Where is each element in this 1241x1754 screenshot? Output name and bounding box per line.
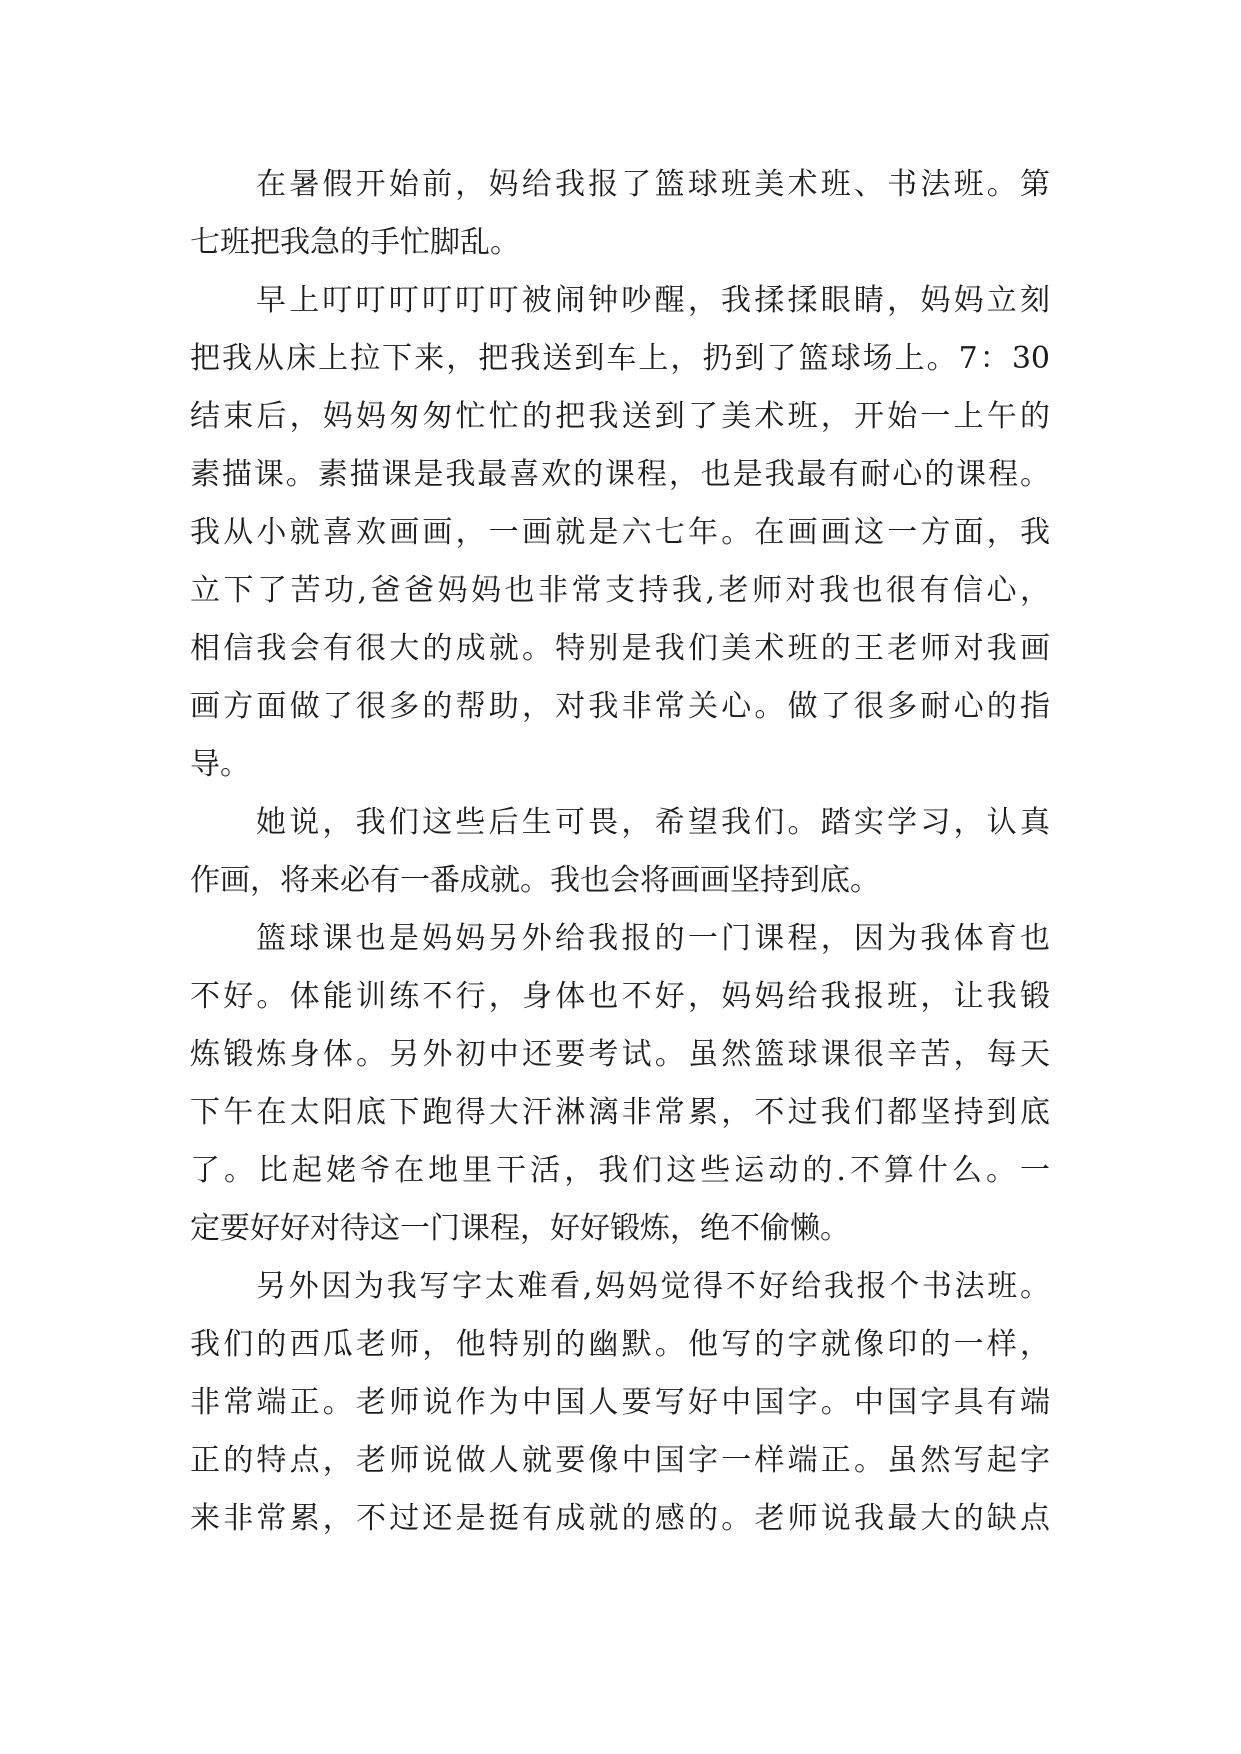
text-line: 炼锻炼身体。另外初中还要考试。虽然篮球课很辛苦，每天	[190, 1037, 1050, 1072]
text-line: 结束后，妈妈匆匆忙忙的把我送到了美术班，开始一上午的	[190, 399, 1050, 434]
text-line: 素描课。素描课是我最喜欢的课程，也是我最有耐心的课程。	[190, 457, 1050, 492]
text-line: 作画，将来必有一番成就。我也会将画画坚持到底。	[190, 863, 880, 898]
text-line: 非常端正。老师说作为中国人要写好中国字。中国字具有端	[190, 1385, 1050, 1420]
text-line: 篮球课也是妈妈另外给我报的一门课程，因为我体育也	[256, 921, 1050, 956]
paragraph	[190, 156, 1050, 272]
text-line: 我们的西瓜老师，他特别的幽默。他写的字就像印的一样，	[190, 1327, 1050, 1362]
text-line: 七班把我急的手忙脚乱。	[190, 225, 520, 260]
text-line: 在暑假开始前，妈给我报了篮球班美术班、书法班。第	[256, 167, 1050, 202]
paragraph	[190, 1258, 1050, 1548]
text-line: 导。	[190, 747, 250, 782]
text-line: 另外因为我写字太难看,妈妈觉得不好给我报个书法班。	[256, 1269, 1050, 1304]
text-line: 早上叮叮叮叮叮叮被闹钟吵醒，我揉揉眼睛，妈妈立刻	[256, 283, 1050, 318]
text-line: 画方面做了很多的帮助，对我非常关心。做了很多耐心的指	[190, 689, 1050, 724]
text-line: 了。比起姥爷在地里干活，我们这些运动的.不算什么。一	[190, 1153, 1050, 1188]
paragraph	[190, 910, 1050, 1258]
text-line: 相信我会有很大的成就。特别是我们美术班的王老师对我画	[190, 631, 1050, 666]
paragraph	[190, 272, 1050, 794]
text-line: 不好。体能训练不行，身体也不好，妈妈给我报班，让我锻	[190, 979, 1050, 1014]
text-line: 来非常累，不过还是挺有成就的感的。老师说我最大的缺点	[190, 1501, 1050, 1536]
text-line: 她说，我们这些后生可畏，希望我们。踏实学习，认真	[256, 805, 1050, 840]
document-body	[190, 156, 1050, 1548]
text-line: 定要好好对待这一门课程，好好锻炼，绝不偷懒。	[190, 1211, 850, 1246]
text-line: 我从小就喜欢画画，一画就是六七年。在画画这一方面，我	[190, 515, 1050, 550]
text-line: 正的特点，老师说做人就要像中国字一样端正。虽然写起字	[190, 1443, 1050, 1478]
paragraph	[190, 794, 1050, 910]
text-line: 把我从床上拉下来，把我送到车上，扔到了篮球场上。7：30	[190, 341, 1050, 376]
text-line: 下午在太阳底下跑得大汗淋漓非常累，不过我们都坚持到底	[190, 1095, 1050, 1130]
text-line: 立下了苦功,爸爸妈妈也非常支持我,老师对我也很有信心，	[190, 573, 1050, 608]
